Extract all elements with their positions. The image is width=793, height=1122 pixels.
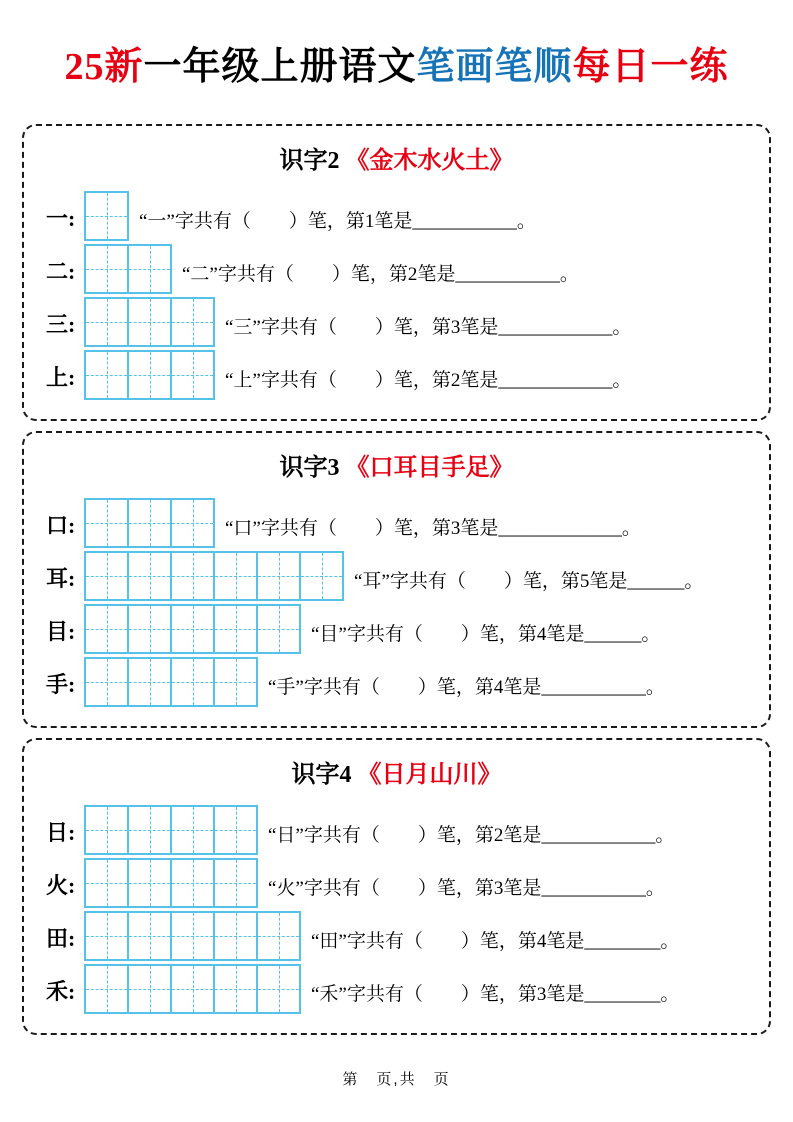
tianzige-cell	[86, 606, 129, 652]
exercise-row	[34, 191, 759, 241]
tianzige-cell	[86, 352, 129, 398]
char-label: 三:	[46, 311, 76, 337]
tianzige-cell	[129, 807, 172, 853]
tianzige-cell	[258, 966, 299, 1012]
tianzige-cell	[215, 913, 258, 959]
tianzige-cell	[129, 299, 172, 345]
exercise-row	[34, 244, 759, 294]
question-text: “田”字共有（ ）笔，第4笔是________。	[311, 930, 680, 952]
tianzige-cell	[215, 807, 256, 853]
stroke-grid	[84, 498, 215, 548]
exercise-row	[34, 805, 759, 855]
question-text: “一”字共有（ ）笔，第1笔是___________。	[139, 210, 536, 232]
tianzige-cell	[129, 352, 172, 398]
tianzige-cell	[172, 966, 215, 1012]
tianzige-cell	[172, 606, 215, 652]
exercise-row	[34, 551, 759, 601]
title-part-red-1: 25新	[64, 46, 144, 88]
tianzige-cell	[86, 193, 127, 239]
title-part-blue: 笔画笔顺	[416, 46, 573, 88]
char-label: 目:	[46, 618, 76, 644]
tianzige-cell	[215, 553, 258, 599]
stroke-grid	[84, 604, 301, 654]
sections-container	[0, 124, 793, 1035]
question-text: “火”字共有（ ）笔，第3笔是___________。	[268, 877, 665, 899]
tianzige-cell	[86, 860, 129, 906]
exercise-row	[34, 858, 759, 908]
section-heading: 识字2	[279, 147, 340, 174]
tianzige-cell	[86, 299, 129, 345]
char-label: 一:	[46, 205, 76, 231]
tianzige-cell	[172, 860, 215, 906]
question-text: “三”字共有（ ）笔，第3笔是____________。	[225, 316, 632, 338]
section-title	[34, 447, 759, 482]
stroke-grid	[84, 911, 301, 961]
stroke-grid	[84, 297, 215, 347]
tianzige-cell	[129, 913, 172, 959]
char-label: 口:	[46, 512, 76, 538]
exercise-row	[34, 964, 759, 1014]
tianzige-cell	[129, 860, 172, 906]
section-heading: 识字3	[279, 454, 340, 481]
stroke-grid	[84, 191, 129, 241]
char-label: 田:	[46, 925, 76, 951]
stroke-grid	[84, 964, 301, 1014]
stroke-grid	[84, 244, 172, 294]
tianzige-cell	[215, 606, 258, 652]
tianzige-cell	[215, 659, 256, 705]
tianzige-cell	[129, 553, 172, 599]
char-label: 手:	[46, 671, 76, 697]
question-text: “日”字共有（ ）笔，第2笔是____________。	[268, 824, 675, 846]
tianzige-cell	[86, 659, 129, 705]
question-text: “目”字共有（ ）笔，第4笔是______。	[311, 623, 661, 645]
char-label: 禾:	[46, 978, 76, 1004]
char-label: 耳:	[46, 565, 76, 591]
section-card-shizi2	[22, 124, 771, 421]
stroke-grid	[84, 657, 258, 707]
tianzige-cell	[172, 500, 213, 546]
tianzige-cell	[172, 659, 215, 705]
section-card-shizi4	[22, 738, 771, 1035]
title-part-red-2: 每日一练	[572, 46, 729, 88]
tianzige-cell	[129, 246, 170, 292]
tianzige-cell	[215, 966, 258, 1012]
tianzige-cell	[86, 807, 129, 853]
stroke-grid	[84, 551, 344, 601]
section-title	[34, 140, 759, 175]
question-text: “耳”字共有（ ）笔，第5笔是______。	[354, 570, 704, 592]
tianzige-cell	[86, 246, 129, 292]
section-heading: 识字4	[291, 761, 352, 788]
tianzige-cell	[86, 966, 129, 1012]
tianzige-cell	[215, 860, 256, 906]
exercise-row	[34, 297, 759, 347]
tianzige-cell	[258, 553, 301, 599]
exercise-row	[34, 350, 759, 400]
tianzige-cell	[172, 553, 215, 599]
char-label: 日:	[46, 819, 76, 845]
exercise-row	[34, 498, 759, 548]
stroke-grid	[84, 858, 258, 908]
section-book-title: 《口耳目手足》	[345, 454, 514, 481]
exercise-row	[34, 911, 759, 961]
question-text: “手”字共有（ ）笔，第4笔是___________。	[268, 676, 665, 698]
section-book-title: 《日月山川》	[357, 761, 502, 788]
char-label: 二:	[46, 258, 76, 284]
stroke-grid	[84, 805, 258, 855]
char-label: 火:	[46, 872, 76, 898]
tianzige-cell	[129, 500, 172, 546]
char-label: 上:	[46, 364, 76, 390]
page-footer: 第 页,共 页	[342, 1071, 451, 1088]
question-text: “禾”字共有（ ）笔，第3笔是________。	[311, 983, 680, 1005]
tianzige-cell	[258, 913, 299, 959]
tianzige-cell	[86, 913, 129, 959]
title-part-black: 一年级上册语文	[143, 46, 417, 88]
tianzige-cell	[301, 553, 342, 599]
exercise-row	[34, 657, 759, 707]
exercise-row	[34, 604, 759, 654]
tianzige-cell	[172, 913, 215, 959]
tianzige-cell	[172, 807, 215, 853]
tianzige-cell	[129, 606, 172, 652]
question-text: “口”字共有（ ）笔，第3笔是_____________。	[225, 517, 641, 539]
question-text: “上”字共有（ ）笔，第2笔是____________。	[225, 369, 632, 391]
tianzige-cell	[172, 299, 213, 345]
section-book-title: 《金木水火土》	[345, 147, 514, 174]
tianzige-cell	[86, 500, 129, 546]
page-title	[0, 0, 793, 92]
section-card-shizi3	[22, 431, 771, 728]
question-text: “二”字共有（ ）笔，第2笔是___________。	[182, 263, 579, 285]
tianzige-cell	[129, 659, 172, 705]
tianzige-cell	[129, 966, 172, 1012]
tianzige-cell	[172, 352, 213, 398]
tianzige-cell	[258, 606, 299, 652]
tianzige-cell	[86, 553, 129, 599]
section-title	[34, 754, 759, 789]
stroke-grid	[84, 350, 215, 400]
